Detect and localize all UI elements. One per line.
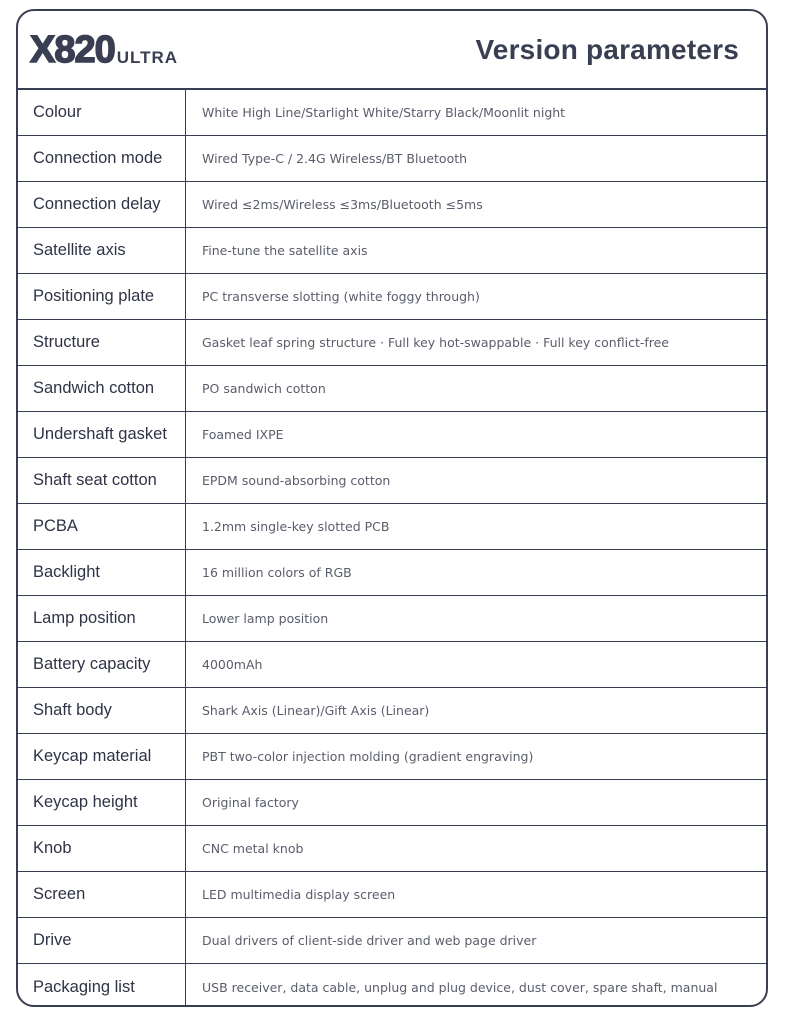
spec-value: Wired ≤2ms/Wireless ≤3ms/Bluetooth ≤5ms [202,197,483,212]
spec-value: Lower lamp position [202,611,329,626]
spec-row [18,734,766,780]
logo-model: X820 [30,28,115,71]
spec-row [18,918,766,964]
spec-value: PBT two-color injection molding (gradient engraving) [202,749,534,764]
spec-label: Connection mode [18,136,186,181]
spec-label: Keycap material [18,734,186,779]
spec-label: Positioning plate [18,274,186,319]
spec-value: White High Line/Starlight White/Starry Black/Moonlit night [202,105,566,120]
spec-row [18,412,766,458]
spec-value: CNC metal knob [202,841,304,856]
spec-row [18,596,766,642]
spec-value: EPDM sound-absorbing cotton [202,473,391,488]
spec-row [18,872,766,918]
spec-value: PC transverse slotting (white foggy through) [202,289,480,304]
spec-value: Original factory [202,795,299,810]
page-title: Version parameters [475,33,739,65]
spec-label: Undershaft gasket [18,412,186,457]
spec-value: Dual drivers of client-side driver and web page driver [202,933,537,948]
spec-value: Foamed IXPE [202,427,284,442]
spec-value: Shark Axis (Linear)/Gift Axis (Linear) [202,703,430,718]
spec-value: PO sandwich cotton [202,381,326,396]
spec-value: 4000mAh [202,657,263,672]
spec-value: LED multimedia display screen [202,887,396,902]
spec-row [18,550,766,596]
spec-row [18,780,766,826]
spec-label: Packaging list [18,964,186,1007]
spec-value: 1.2mm single-key slotted PCB [202,519,390,534]
brand-logo [30,28,179,71]
spec-value: Wired Type-C / 2.4G Wireless/BT Bluetooth [202,151,468,166]
spec-value: Fine-tune the satellite axis [202,243,368,258]
logo-suffix: ULTRA [116,47,179,67]
spec-row [18,274,766,320]
spec-label: Structure [18,320,186,365]
spec-row [18,964,766,1007]
spec-row [18,320,766,366]
spec-row [18,366,766,412]
spec-label: Drive [18,918,186,963]
spec-card [16,9,768,1007]
spec-row [18,228,766,274]
spec-value: Gasket leaf spring structure · Full key hot-swappable · Full key conflict-free [202,335,669,350]
spec-table [18,90,766,1007]
spec-row [18,182,766,228]
spec-label: Shaft body [18,688,186,733]
spec-label: Keycap height [18,780,186,825]
spec-row [18,504,766,550]
spec-label: Satellite axis [18,228,186,273]
spec-label: Colour [18,90,186,135]
spec-label: Battery capacity [18,642,186,687]
spec-row [18,136,766,182]
spec-label: Shaft seat cotton [18,458,186,503]
spec-label: Connection delay [18,182,186,227]
spec-row [18,642,766,688]
spec-row [18,826,766,872]
spec-value: 16 million colors of RGB [202,565,352,580]
spec-label: Backlight [18,550,186,595]
spec-label: Screen [18,872,186,917]
spec-label: Sandwich cotton [18,366,186,411]
spec-value: USB receiver, data cable, unplug and plug device, dust cover, spare shaft, manual [202,979,718,995]
header [18,11,766,90]
spec-label: PCBA [18,504,186,549]
spec-label: Lamp position [18,596,186,641]
spec-row [18,688,766,734]
spec-label: Knob [18,826,186,871]
spec-row [18,458,766,504]
spec-row [18,90,766,136]
